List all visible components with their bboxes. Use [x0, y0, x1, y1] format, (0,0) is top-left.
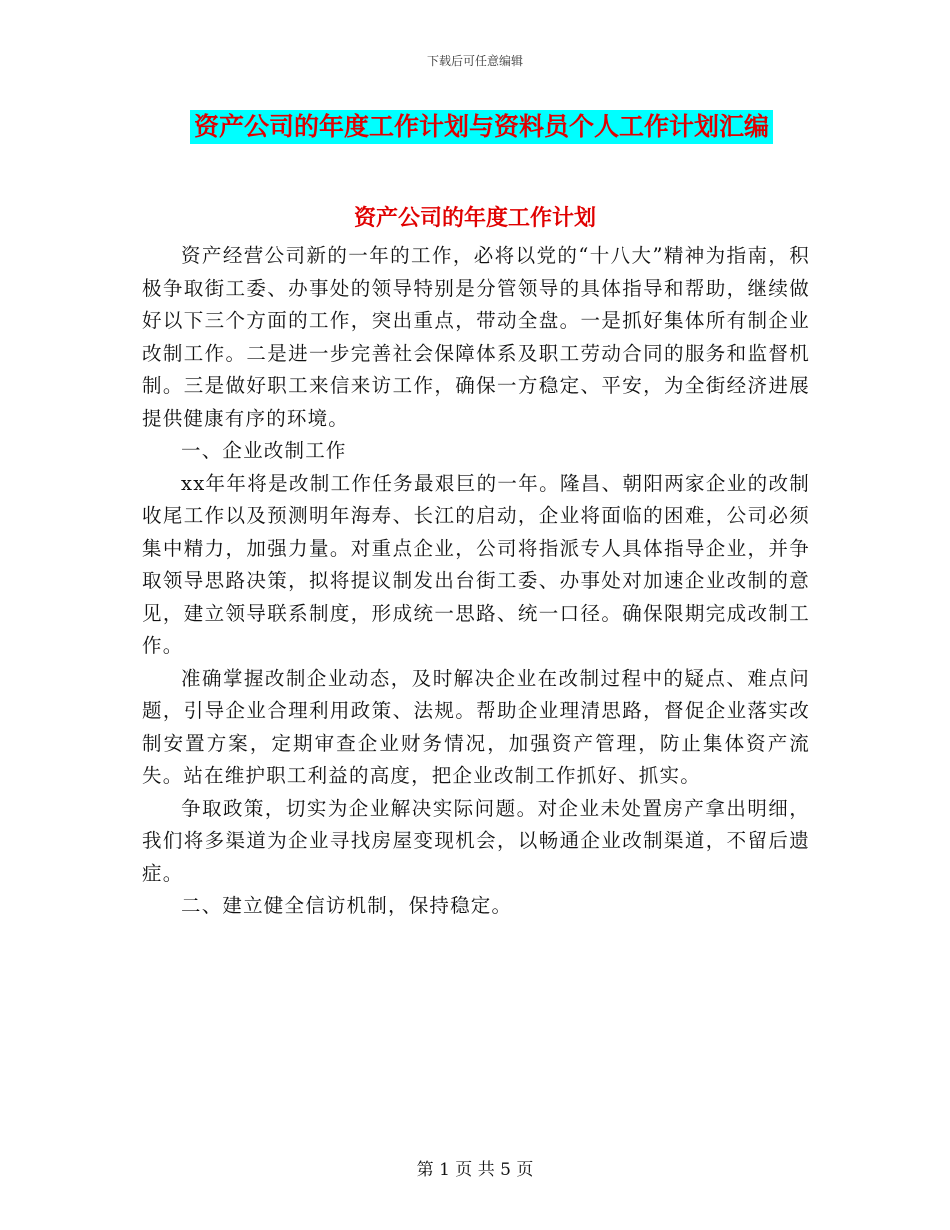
section-title: 资产公司的年度工作计划	[353, 205, 596, 231]
paragraph-reform-task: xx年年将是改制工作任务最艰巨的一年。隆昌、朝阳两家企业的改制收尾工作以及预测明年海寿、长江的启动，企业将面临的困难，公司必须集中精力，加强力量。对重点企业，公司将指派专人具体指导企业，并争取领导思路决策，拟将提议制发出台街工委、办事处对加速企业改制的意见，建立领导联系制度，形成统一思路、统一口径。确保限期完成改制工作。	[142, 471, 810, 657]
paragraph-reform-dynamics: 准确掌握改制企业动态，及时解决企业在改制过程中的疑点、难点问题，引导企业合理利用政策、法规。帮助企业理清思路，督促企业落实改制安置方案，定期审查企业财务情况，加强资产管理，防止集体资产流失。站在维护职工利益的高度，把企业改制工作抓好、抓实。	[142, 666, 810, 787]
paragraph-policy: 争取政策，切实为企业解决实际问题。对企业未处置房产拿出明细，我们将多渠道为企业寻找房屋变现机会，以畅通企业改制渠道，不留后遗症。	[142, 796, 810, 885]
heading-enterprise-reform: 一、企业改制工作	[181, 439, 347, 462]
document-main-title: 资产公司的年度工作计划与资料员个人工作计划汇编	[190, 110, 773, 144]
paragraph-intro: 资产经营公司新的一年的工作，必将以党的“十八大”精神为指南，积极争取街工委、办事处的领导特别是分管领导的具体指导和帮助，继续做好以下三个方面的工作，突出重点，带动全盘。一是抓好集体所有制企业改制工作。二是进一步完善社会保障体系及职工劳动合同的服务和监督机制。三是做好职工来信来访工作，确保一方稳定、平安，为全街经济进展提供健康有序的环境。	[142, 244, 810, 430]
heading-petition-mechanism: 二、建立健全信访机制，保持稳定。	[181, 894, 513, 917]
header-note: 下载后可任意编辑	[426, 54, 523, 68]
document-body	[142, 240, 810, 923]
page-number: 第 1 页 共 5 页	[416, 1160, 534, 1180]
